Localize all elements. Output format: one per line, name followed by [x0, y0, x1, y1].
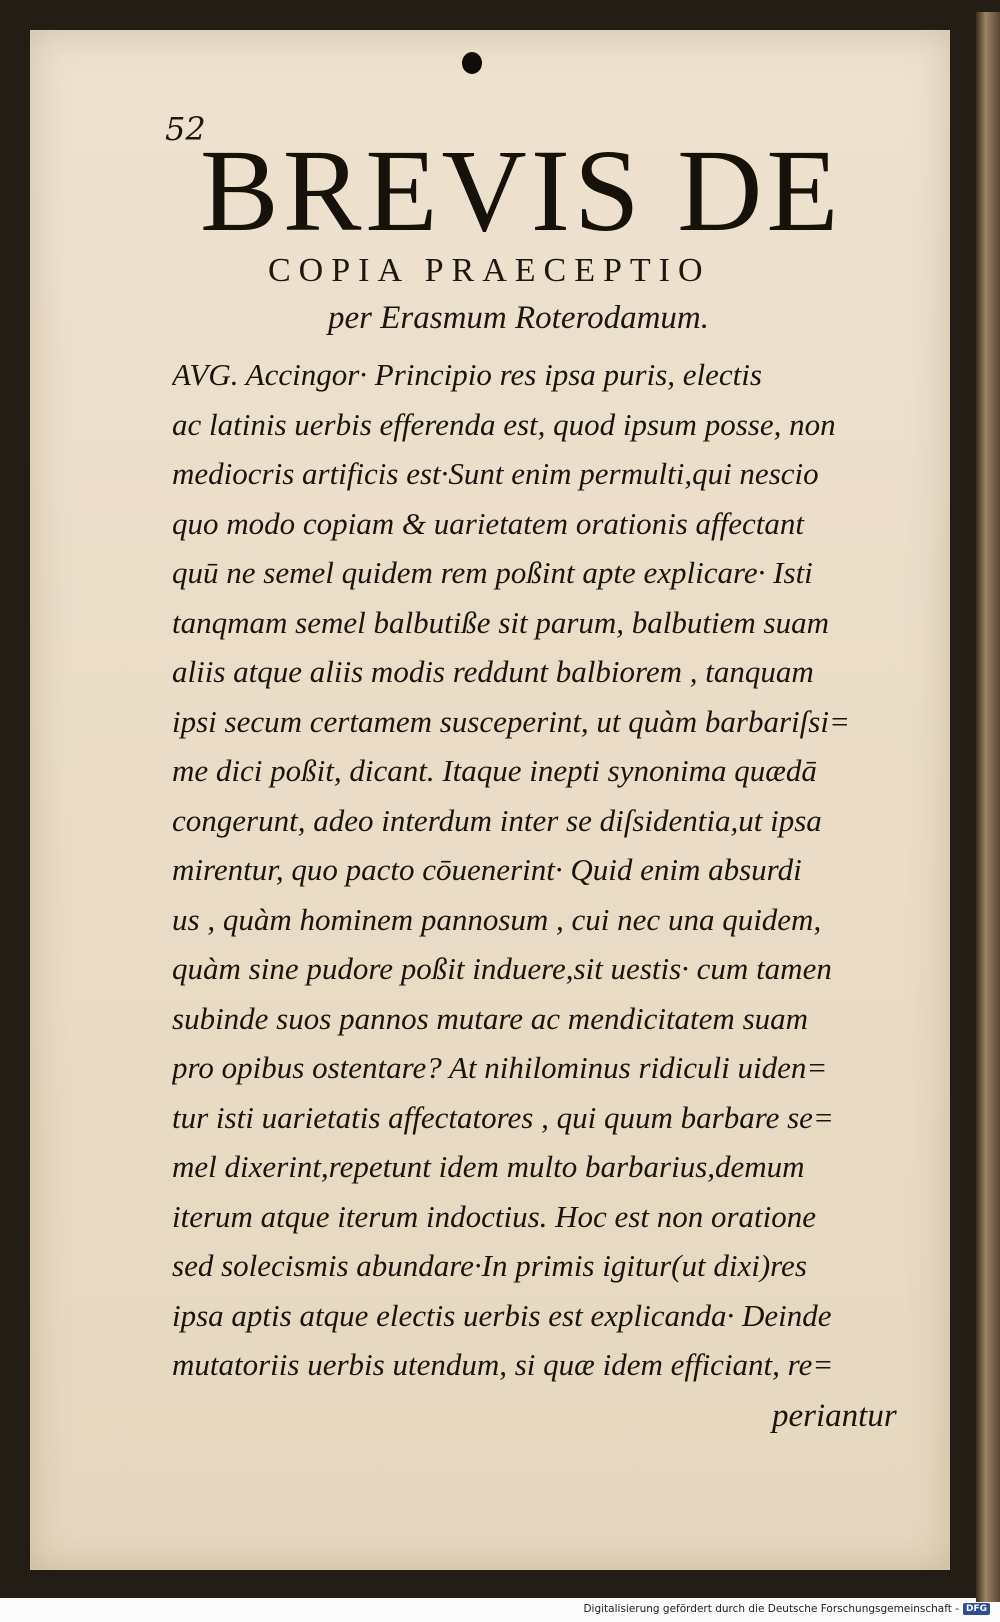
page-subtitle: COPIA PRAECEPTIO [268, 252, 711, 289]
text-line: congerunt, adeo interdum inter se diſsidentia,ut ipsa [172, 802, 822, 838]
text-line: quū ne semel quidem rem poßint apte explicare· Isti [172, 555, 813, 590]
text-line: ipsa aptis atque electis uerbis est explicanda· Deinde [172, 1297, 832, 1333]
body-text [172, 350, 912, 1390]
text-line: tanqmam semel balbutiße sit parum, balbutiem suam [172, 604, 829, 640]
text-line: quo modo copiam & uarietatem orationis affectant [172, 505, 805, 541]
text-line: mel dixerint,repetunt idem multo barbarius,demum [172, 1149, 805, 1184]
footer-credit: Digitalisierung gefördert durch die Deutsche Forschungsgemeinschaft - [583, 1603, 959, 1615]
text-line: sed solecismis abundare·In primis igitur(ut dixi)res [172, 1248, 807, 1283]
text-line: ac latinis uerbis efferenda est, quod ipsum posse, non [172, 406, 836, 442]
page-title: BREVIS DE [200, 125, 843, 256]
text-line: subinde suos pannos mutare ac mendicitatem suam [172, 1000, 809, 1036]
text-line: ipsi secum certamem susceperint, ut quàm barbariſsi= [172, 703, 850, 739]
footer [583, 1600, 990, 1618]
author-line: per Erasmum Roterodamum. [328, 300, 709, 336]
text-line: us , quàm hominem pannosum , cui nec una quidem, [172, 901, 822, 937]
text-line: me dici poßit, dicant. Itaque inepti synonima quædā [172, 753, 817, 788]
dfg-logo-icon: DFG [963, 1603, 990, 1615]
text-line: mirentur, quo pacto cōuenerint· Quid enim absurdi [172, 852, 802, 887]
text-line: tur isti uarietatis affectatores , qui quum barbare se= [172, 1099, 834, 1135]
folio-number: 52 [165, 110, 206, 148]
text-line: AVG. Accingor· Principio res ipsa puris, electis [172, 357, 762, 392]
text-line: mutatoriis uerbis utendum, si quæ idem efficiant, re= [172, 1347, 834, 1382]
catchword: periantur [772, 1398, 897, 1434]
text-line: mediocris artificis est·Sunt enim permulti,qui nescio [172, 456, 819, 491]
book-edge [976, 12, 1000, 1602]
text-line: quàm sine pudore poßit induere,sit uestis· cum tamen [172, 951, 832, 986]
text-line: aliis atque aliis modis reddunt balbiorem , tanquam [172, 654, 814, 689]
text-line: iterum atque iterum indoctius. Hoc est non oratione [172, 1198, 817, 1234]
text-line: pro opibus ostentare? At nihilominus ridiculi uiden= [172, 1050, 828, 1085]
ink-dot [462, 52, 482, 74]
